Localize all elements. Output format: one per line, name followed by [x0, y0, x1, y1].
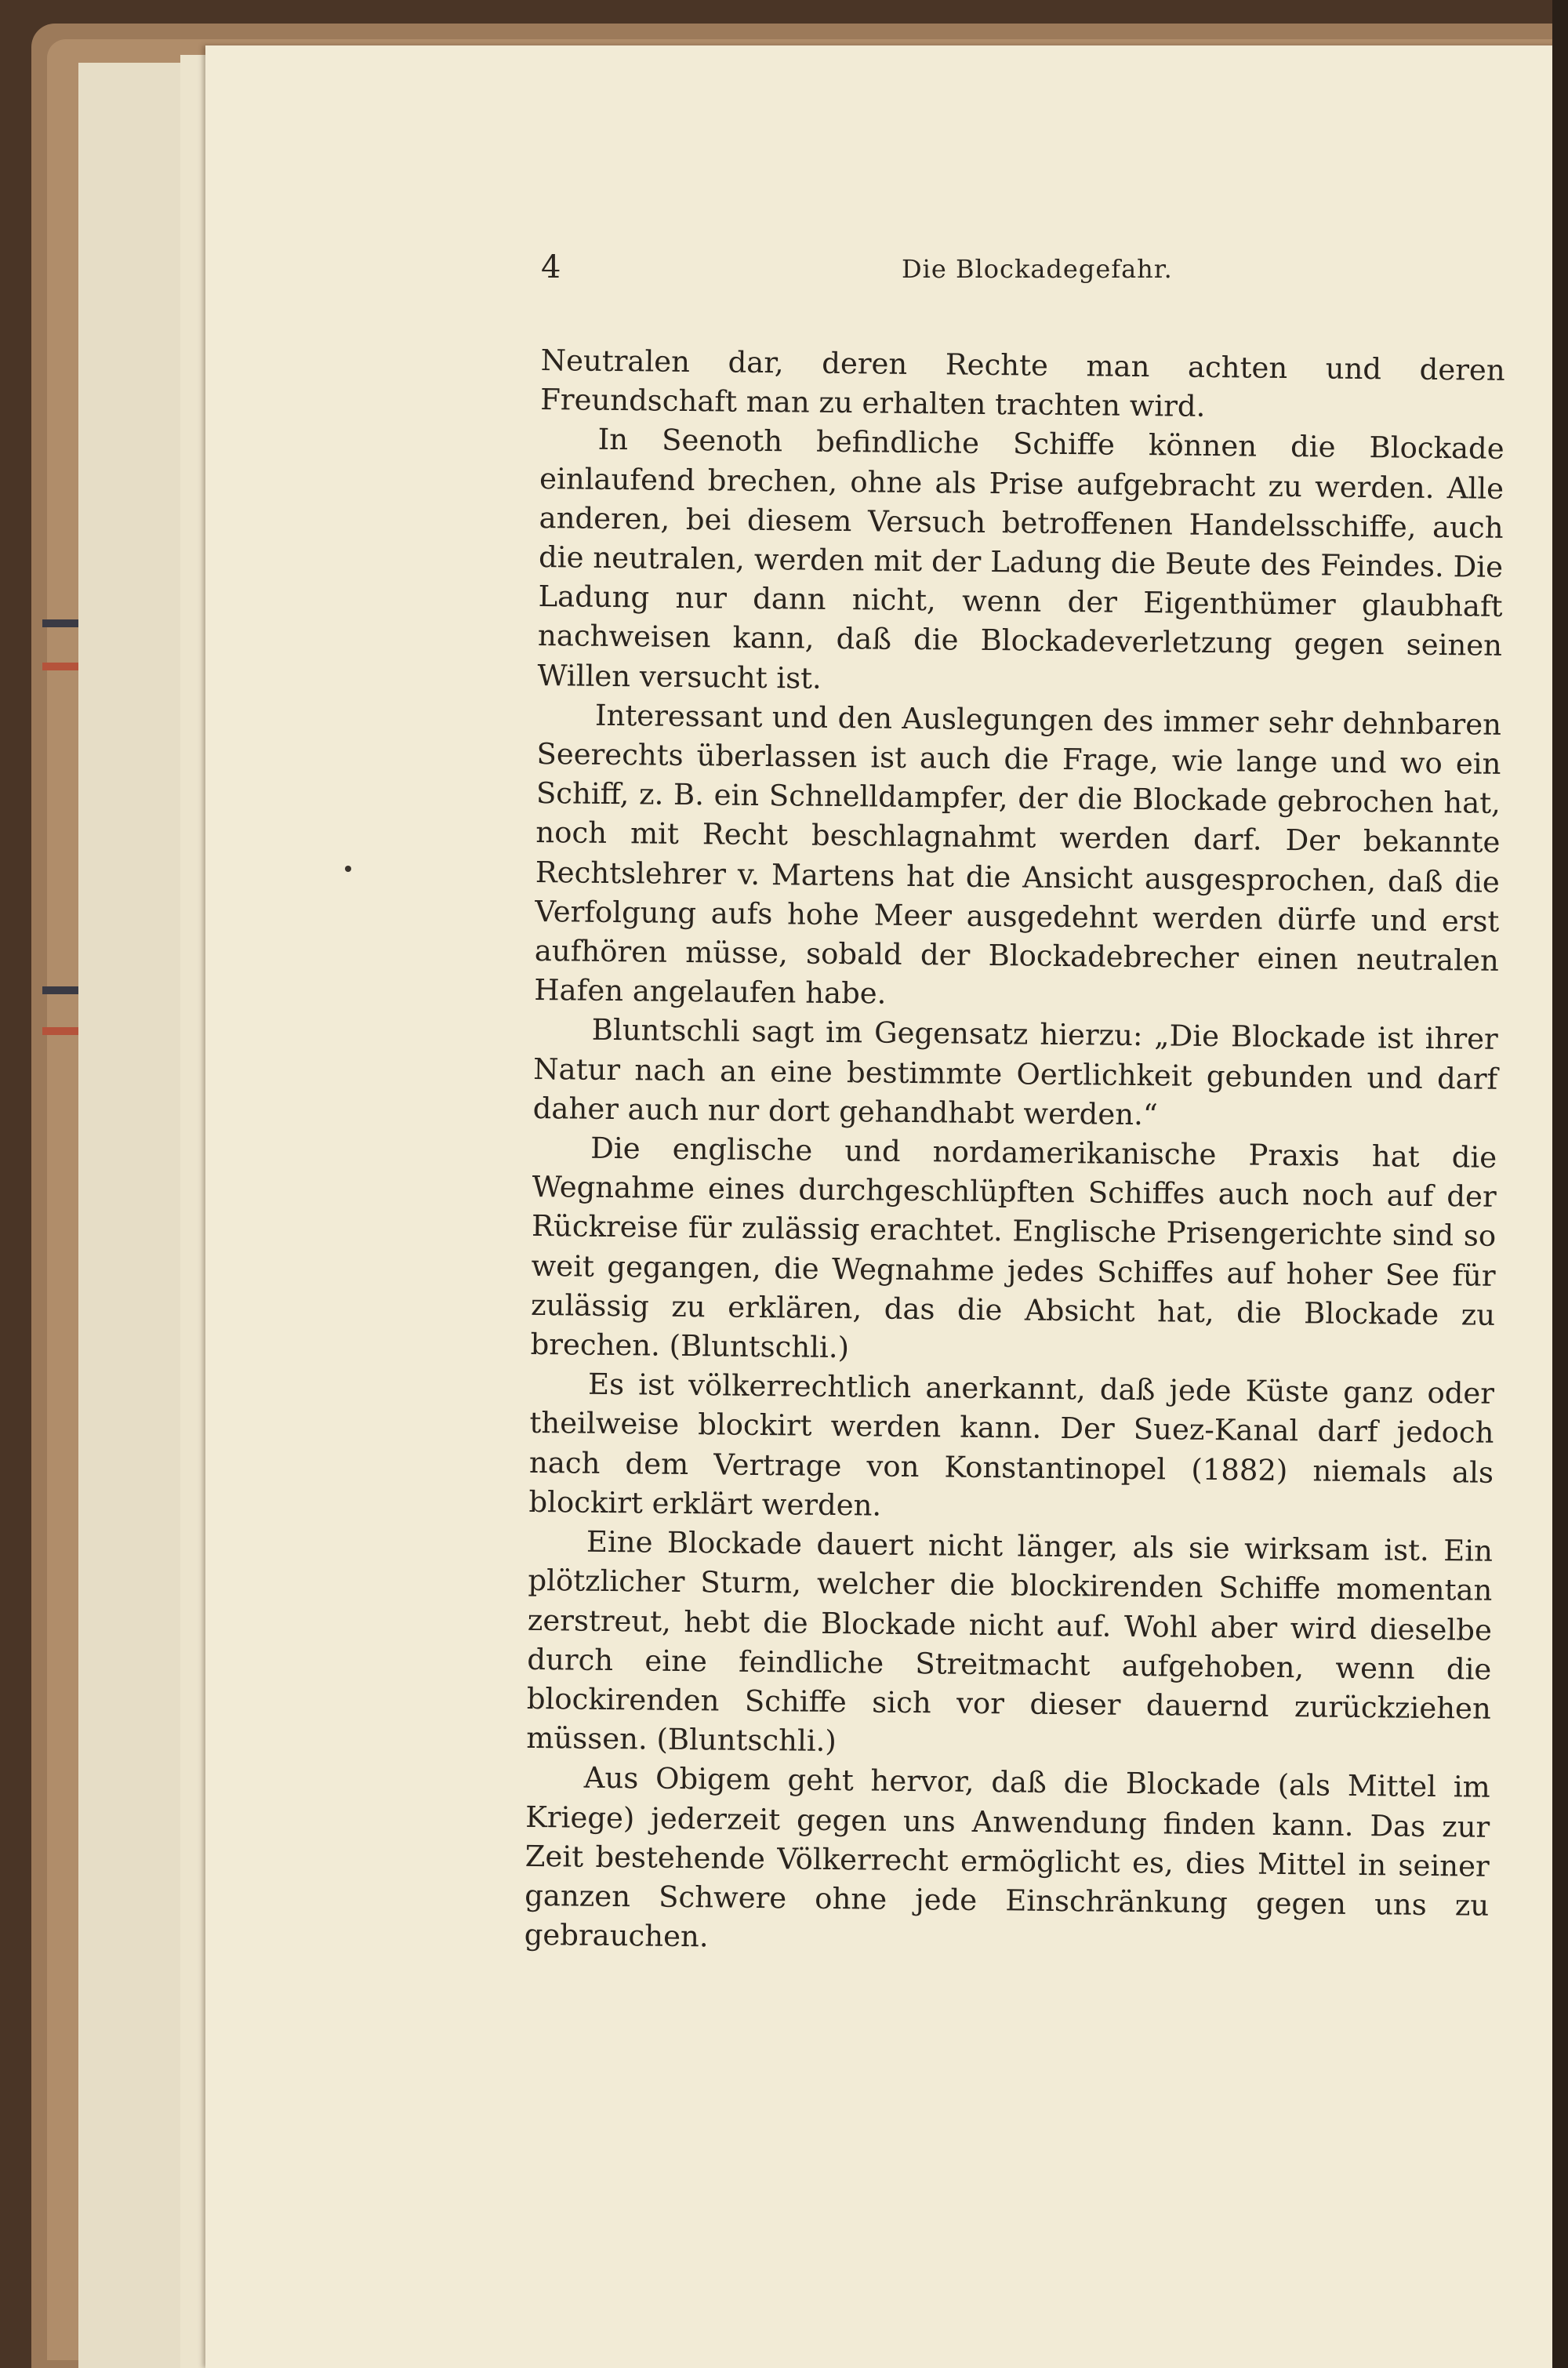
running-title: Die Blockadegefahr.: [902, 254, 1173, 284]
tab-marker-red: [42, 663, 78, 670]
paragraph: Eine Blockade dauert nicht länger, als sie wirksam ist. Ein plötzlicher Sturm, welcher die blockirenden Schiffe momentan zerstreut, hebt die Blockade nicht auf. Wohl aber wird dieselbe durch eine feindliche Streitmacht aufgehoben, wenn die blockirenden Schiffe sich vor dieser dauernd zurückziehen müssen. (Bluntschli.): [526, 1524, 1494, 1759]
paragraph: Bluntschli sagt im Gegensatz hierzu: „Die Blockade ist ihrer Natur nach an eine bestimmte Oertlichkeit gebunden und darf daher auch nur dort gehandhabt werden.“: [532, 1013, 1498, 1132]
body-text: [524, 341, 1504, 1965]
paragraph: Interessant und den Auslegungen des immer sehr dehnbaren Seerechts überlassen ist auch die Frage, wie lange und wo ein Schiff, z. B. ein Schnelldampfer, der die Blockade gebrochen hat, noch mit Recht beschlagnahmt werden darf. Der bekannte Rechtslehrer v. Martens hat die Ansicht ausgesprochen, daß die Verfolgung aufs hohe Meer ausgedehnt werden dürfe und erst aufhören müsse, sobald der Blockadebrecher einen neutralen Hafen angelaufen habe.: [534, 698, 1502, 1011]
page-header: [541, 249, 1521, 289]
tab-marker-dark: [42, 986, 78, 994]
tab-marker-dark: [42, 619, 78, 627]
paragraph: In Seenoth befindliche Schiffe können die Blockade einlaufend brechen, ohne als Prise aufgebracht zu werden. Alle anderen, bei diesem Versuch betroffenen Handelsschiffe, auch die neutralen, werden mit der Ladung die Beute des Feindes. Die Ladung nur dann nicht, wenn der Eigenthümer glaubhaft nachweisen kann, daß die Blockadeverletzung gegen seinen Willen versucht ist.: [537, 423, 1504, 696]
paragraph: Neutralen dar, deren Rechte man achten und deren Freundschaft man zu erhalten trachten wird.: [539, 343, 1505, 424]
tab-marker-red: [42, 1027, 78, 1035]
paragraph: Es ist völkerrechtlich anerkannt, daß jede Küste ganz oder theilweise blockirt werden kann. Der Suez-Kanal darf jedoch nach dem Vertrage von Konstantinopel (1882) niemals als blockirt erklärt werden.: [528, 1367, 1495, 1523]
right-binding-edge: [1552, 0, 1568, 2368]
ink-speck: [345, 866, 351, 872]
page-number: 4: [541, 249, 561, 285]
paragraph: Die englische und nordamerikanische Praxis hat die Wegnahme eines durchgeschlüpften Schiffes auch noch auf der Rückreise für zulässig erachtet. Englische Prisengerichte sind so weit gegangen, die Wegnahme jedes Schiffes auf hoher See für zulässig zu erklären, das die Absicht hat, die Blockade zu brechen. (Bluntschli.): [530, 1131, 1497, 1365]
paragraph: Aus Obigem geht hervor, daß die Blockade (als Mittel im Kriege) jederzeit gegen uns Anwendung finden kann. Das zur Zeit bestehende Völkerrecht ermöglicht es, dies Mittel in seiner ganzen Schwere ohne jede Einschränkung gegen uns zu gebrauchen.: [524, 1760, 1490, 1954]
